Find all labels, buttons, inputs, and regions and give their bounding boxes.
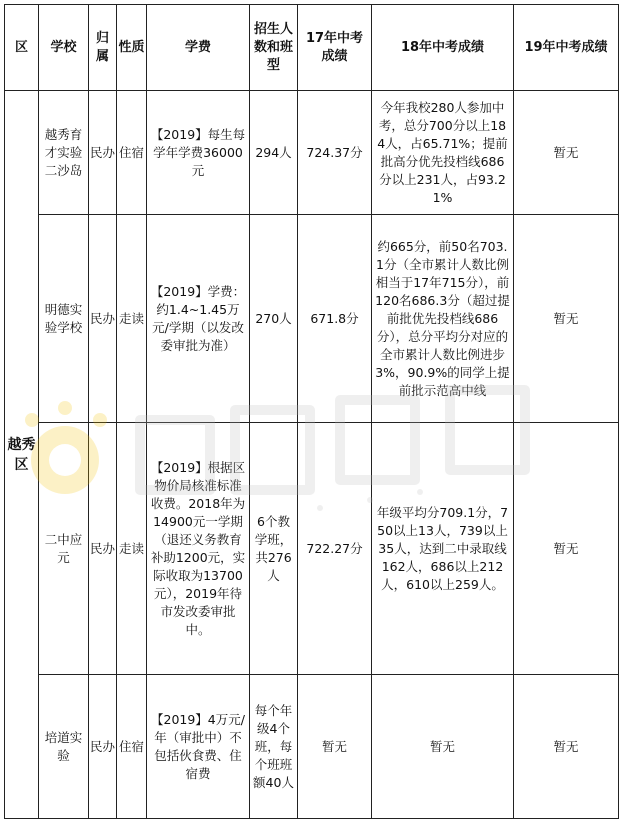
tuition-cell: 【2019】4万元/年（审批中）不包括伙食费、住宿费: [147, 675, 250, 819]
header-affiliation: 归属: [89, 5, 117, 91]
school-name: 越秀育才实验二沙岛: [39, 91, 89, 215]
nature-cell: 走读: [117, 423, 147, 675]
school-name: 明德实验学校: [39, 215, 89, 423]
school-name: 二中应元: [39, 423, 89, 675]
score19-cell: 暂无: [514, 215, 619, 423]
header-district: 区: [5, 5, 39, 91]
header-school: 学校: [39, 5, 89, 91]
nature-cell: 住宿: [117, 91, 147, 215]
score17-cell: 722.27分: [298, 423, 372, 675]
tuition-cell: 【2019】每生每学年学费36000元: [147, 91, 250, 215]
enrollment-cell: 294人: [250, 91, 298, 215]
score19-cell: 暂无: [514, 423, 619, 675]
affiliation-cell: 民办: [89, 215, 117, 423]
score19-cell: 暂无: [514, 675, 619, 819]
district-cell: 越秀区: [5, 91, 39, 819]
score19-cell: 暂无: [514, 91, 619, 215]
score18-cell: 今年我校280人参加中考，总分700分以上184人，占65.71%；提前批高分优先投档线686分以上231人，占93.21%: [372, 91, 514, 215]
affiliation-cell: 民办: [89, 91, 117, 215]
affiliation-cell: 民办: [89, 423, 117, 675]
affiliation-cell: 民办: [89, 675, 117, 819]
score18-cell: 约665分，前50名703.1分（全市累计人数比例相当于17年715分），前120名686.3分（超过提前批优先投档线686分），总分平均分对应的全市累计人数比例进步3%，90.9%的同学上提前批示范高中线: [372, 215, 514, 423]
header-score17: 17年中考成绩: [298, 5, 372, 91]
nature-cell: 住宿: [117, 675, 147, 819]
tuition-cell: 【2019】学费：约1.4~1.45万元/学期（以发改委审批为准）: [147, 215, 250, 423]
table-row: [5, 215, 619, 423]
school-name: 培道实验: [39, 675, 89, 819]
enrollment-cell: 每个年级4个班，每个班班额40人: [250, 675, 298, 819]
tuition-cell: 【2019】根据区物价局核准标准收费。2018年为14900元一学期（退还义务教育补助1200元，实际收取为13700元），2019年待市发改委审批中。: [147, 423, 250, 675]
school-info-table: [4, 4, 619, 819]
header-enrollment: 招生人数和班型: [250, 5, 298, 91]
table-row: [5, 675, 619, 819]
header-nature: 性质: [117, 5, 147, 91]
score18-cell: 暂无: [372, 675, 514, 819]
table-row: [5, 91, 619, 215]
nature-cell: 走读: [117, 215, 147, 423]
table-row: [5, 423, 619, 675]
header-tuition: 学费: [147, 5, 250, 91]
header-score18: 18年中考成绩: [372, 5, 514, 91]
enrollment-cell: 6个教学班，共276人: [250, 423, 298, 675]
score18-cell: 年级平均分709.1分，750以上13人，739以上35人，达到二中录取线162人，686以上212人，610以上259人。: [372, 423, 514, 675]
score17-cell: 暂无: [298, 675, 372, 819]
header-score19: 19年中考成绩: [514, 5, 619, 91]
score17-cell: 724.37分: [298, 91, 372, 215]
header-row: [5, 5, 619, 91]
enrollment-cell: 270人: [250, 215, 298, 423]
score17-cell: 671.8分: [298, 215, 372, 423]
